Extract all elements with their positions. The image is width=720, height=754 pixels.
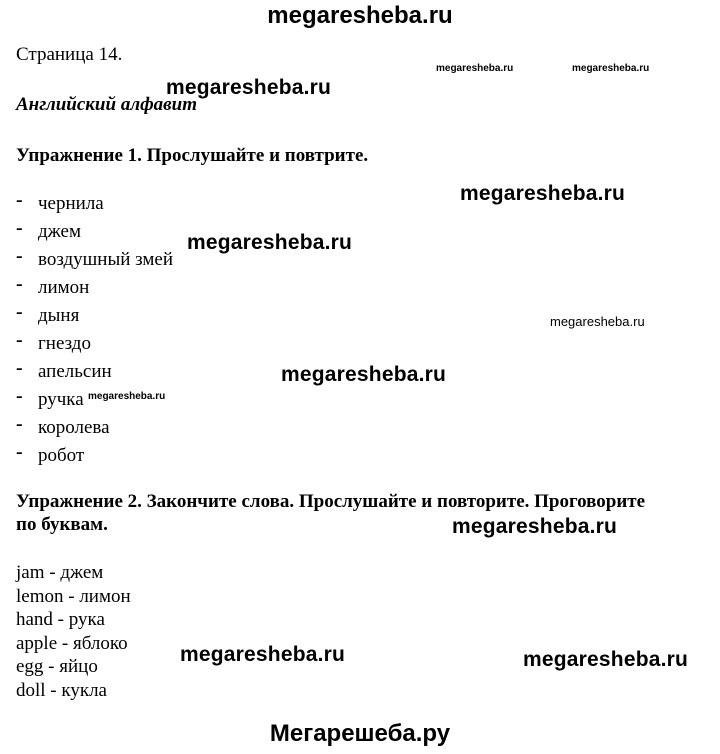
list-item-word: чернила [38,193,104,214]
list-item-word: апельсин [38,361,112,382]
vocab-pair: apple - яблоко [16,632,128,654]
watermark: megaresheba.ru [281,363,447,386]
dash-marker: - [16,441,23,463]
watermark: megaresheba.ru [187,231,353,254]
list-item-word: гнездо [38,333,91,354]
list-item [16,302,173,330]
list-item [16,218,173,246]
footer-watermark: Мегарешеба.ру [269,720,451,747]
watermark: megaresheba.ru [88,391,166,402]
list-item-word: воздушный змей [38,249,174,270]
watermark: megaresheba.ru [452,515,618,538]
list-item [16,442,173,470]
list-item-word: королева [38,417,110,438]
vocab-pair: lemon - лимон [16,585,131,607]
list-item [16,190,173,218]
dash-marker: - [16,329,23,351]
vocab-pair: hand - рука [16,609,105,630]
watermark: megaresheba.ru [572,63,650,74]
dash-marker: - [16,385,23,407]
list-item-word: лимон [38,277,90,298]
exercise1-title: Упражнение 1. Прослушайте и повтрите. [16,145,369,166]
exercise2-vocab-list [16,561,131,702]
list-item [16,274,173,302]
vocab-pair: jam - джем [16,562,104,583]
watermark: megaresheba.ru [180,643,346,666]
watermark: megaresheba.ru [436,63,514,74]
watermark: megaresheba.ru [166,76,332,99]
vocab-pair: egg - яйцо [16,656,98,677]
exercise2-title-line2: по буквам. [16,514,108,535]
list-item-word: робот [38,445,85,466]
dash-marker: - [16,217,23,239]
dash-marker: - [16,273,23,295]
list-item [16,358,173,386]
header-watermark: megaresheba.ru [267,2,453,29]
vocab-pair: doll - кукла [16,679,107,701]
watermark: megaresheba.ru [523,648,689,671]
list-item-word: ручка [38,389,84,410]
list-item-word: дыня [38,305,80,326]
dash-marker: - [16,301,23,323]
page-label: Страница 14. [16,44,123,65]
list-item-word: джем [38,221,82,242]
list-item [16,246,173,274]
section-title: Английский алфавит [16,94,198,115]
exercise1-word-list [16,190,173,470]
dash-marker: - [16,357,23,379]
watermark: megaresheba.ru [550,314,645,329]
dash-marker: - [16,245,23,267]
dash-marker: - [16,413,23,435]
exercise2-title-line1: Упражнение 2. Закончите слова. Прослушайте и повторите. Проговорите [16,491,646,512]
watermark: megaresheba.ru [460,182,626,205]
dash-marker: - [16,189,23,211]
list-item [16,330,173,358]
list-item [16,414,173,442]
